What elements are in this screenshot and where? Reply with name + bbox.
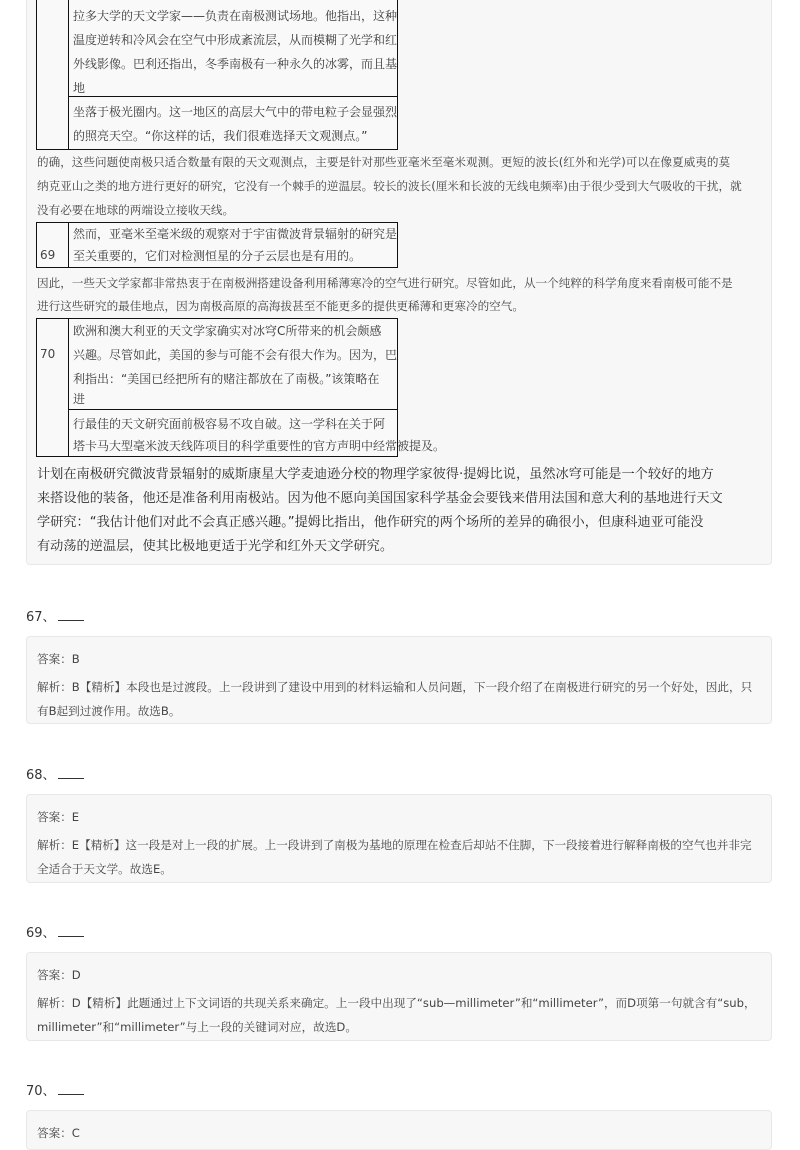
- passage-box-70: [36, 318, 446, 457]
- paragraph-number-cell: [37, 223, 69, 267]
- passage-line: 地: [73, 81, 86, 95]
- question-69-heading: [26, 922, 84, 941]
- passage-text-line: 因此，一些天文学家都非常热衷于在南极洲搭建设备利用稀薄寒冷的空气进行研究。尽管如此，从一个纯粹的科学角度来看南极可能不是: [37, 276, 733, 290]
- passage-box-69: [36, 222, 398, 268]
- question-68-answer-card: [26, 794, 772, 883]
- question-67-answer-card: [26, 636, 772, 724]
- paragraph-number-cell: [37, 0, 69, 149]
- passage-line: 坐落于极光圈内。这一地区的高层大气中的带电粒子会显强烈: [73, 105, 398, 119]
- passage-line: 欧洲和澳大利亚的天文学家确实对冰穹C所带来的机会颇感: [73, 324, 382, 338]
- passage-line: 进: [73, 392, 86, 406]
- answer-label: 答案：B: [37, 652, 80, 666]
- answer-blank: [58, 1082, 84, 1095]
- question-68-heading: [26, 764, 84, 783]
- question-number: 69、: [26, 926, 56, 941]
- passage-text-line: 的确，这些问题使南极只适合数量有限的天文观测点，主要是针对那些亚毫米至毫米观测。更短的波长(红外和光学)可以在像夏威夷的莫: [37, 155, 731, 169]
- passage-line: 兴趣。尽管如此，美国的参与可能不会有很大作为。因为，巴: [73, 348, 398, 362]
- question-67-heading: [26, 606, 84, 625]
- answer-label: 答案：E: [37, 810, 80, 824]
- row-divider: [69, 409, 397, 410]
- answer-blank: [58, 766, 84, 779]
- question-number: 68、: [26, 768, 56, 783]
- passage-line: 温度逆转和冷风会在空气中形成紊流层，从而模糊了光学和红: [73, 33, 398, 47]
- passage-line: 至关重要的，它们对检测恒星的分子云层也是有用的。: [73, 249, 362, 263]
- paragraph-number: 70: [40, 347, 56, 361]
- passage-box-1: [36, 0, 398, 150]
- passage-line: 然而，亚毫米至毫米级的观察对于宇宙微波背景辐射的研究是: [73, 227, 398, 241]
- explanation-text: 解析：B【精析】本段也是过渡段。上一段讲到了建设中用到的材料运输和人员问题，下一段介绍了在南极进行研究的另一个好处，因此，只有B起到过渡作用。故选B。: [37, 680, 753, 718]
- passage-text-line: 没有必要在地球的两端设立接收天线。: [37, 203, 235, 217]
- answer-blank: [58, 924, 84, 937]
- passage-text-line: 纳克亚山之类的地方进行更好的研究，它没有一个棘手的逆温层。较长的波长(厘米和长波的无线电频率)由于很少受到大气吸收的干扰，就: [37, 179, 742, 193]
- explanation-text: 解析：D【精析】此题通过上下文词语的共现关系来确定。上一段中出现了“sub—millimeter”和“millimeter”，而D项第一句就含有“sub，millimeter”和“millimeter”与上一段的关键词对应，故选D。: [37, 996, 756, 1034]
- question-70-answer-card: [26, 1110, 772, 1150]
- passage-line: 塔卡马大型毫米波天线阵项目的科学重要性的官方声明中经常被提及。: [73, 439, 446, 453]
- paragraph-number: 69: [40, 248, 56, 262]
- passage-line: 行最佳的天文研究面前极容易不攻自破。这一学科在关于阿: [73, 417, 386, 431]
- explanation-text: 解析：E【精析】这一段是对上一段的扩展。上一段讲到了南极为基地的原理在检查后却站不住脚，下一段接着进行解释南极的空气也并非完全适合于天文学。故选E。: [37, 838, 752, 876]
- passage-text-line: 进行这些研究的最佳地点，因为南极高原的高海拔甚至不能更多的提供更稀薄和更寒冷的空气。: [37, 299, 524, 313]
- paragraph-number-cell: [37, 319, 69, 456]
- passage-line: 利指出：“美国已经把所有的赌注都放在了南极。”该策略在: [73, 372, 380, 386]
- row-divider: [69, 96, 397, 97]
- answer-blank: [58, 608, 84, 621]
- passage-text-line: 来搭设他的装备，他还是准备利用南极站。因为他不愿向美国国家科学基金会要钱来借用法国和意大利的基地进行天文: [37, 491, 723, 506]
- passage-line: 外线影像。巴利还指出，冬季南极有一种永久的冰雾，而且基: [73, 57, 398, 71]
- answer-label: 答案：C: [37, 1126, 80, 1140]
- passage-text-line: 计划在南极研究微波背景辐射的威斯康星大学麦迪逊分校的物理学家彼得·提姆比说，虽然冰穹可能是一个较好的地方: [37, 467, 714, 482]
- answer-label: 答案：D: [37, 968, 81, 982]
- passage-line: 的照亮天空。“你这样的话，我们很难选择天文观测点。”: [73, 129, 368, 143]
- passage-text-line: 学研究：“我估计他们对此不会真正感兴趣。”提姆比指出，他作研究的两个场所的差异的确很小，但康科迪亚可能没: [37, 515, 704, 530]
- question-number: 67、: [26, 610, 56, 625]
- question-number: 70、: [26, 1084, 56, 1099]
- question-69-answer-card: [26, 952, 772, 1041]
- question-70-heading: [26, 1080, 84, 1099]
- passage-line: 拉多大学的天文学家——负责在南极测试场地。他指出，这种: [73, 9, 398, 23]
- passage-text-line: 有动荡的逆温层，使其比极地更适于光学和红外天文学研究。: [37, 539, 394, 554]
